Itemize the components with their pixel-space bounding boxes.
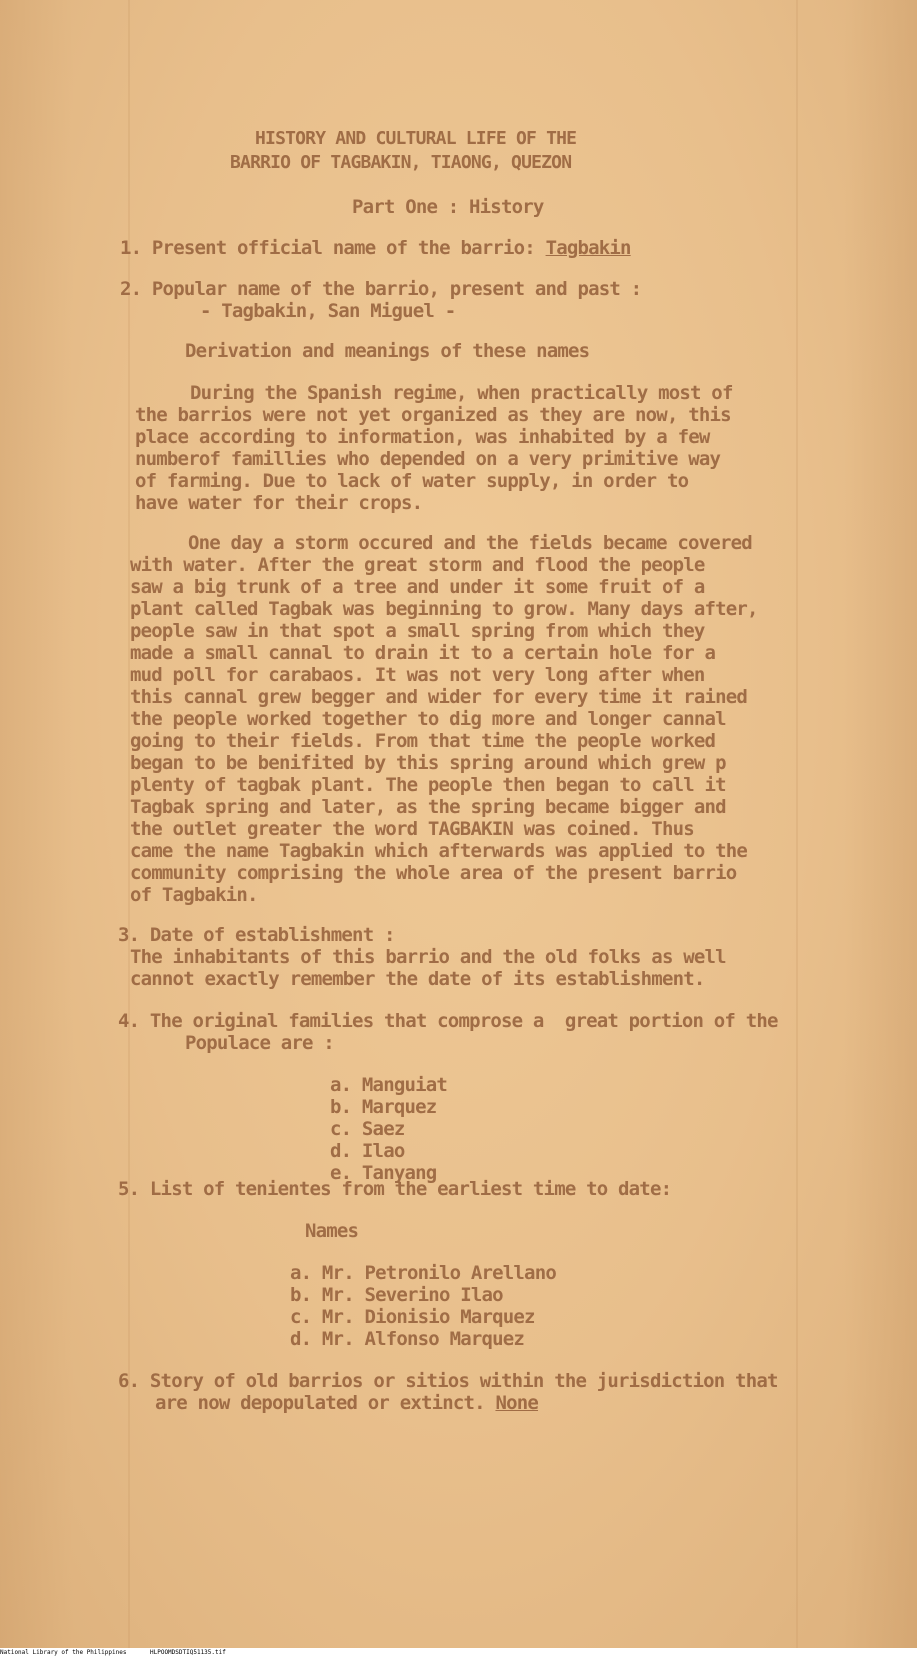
family-item: d. Ilao	[330, 1140, 405, 1162]
teniente-item: a. Mr. Petronilo Arellano	[290, 1262, 556, 1284]
item3-body-line: The inhabitants of this barrio and the old folks as well	[130, 946, 726, 968]
para2-line: made a small cannal to drain it to a certain hole for a	[130, 642, 716, 664]
item3-heading: 3. Date of establishment :	[118, 924, 395, 946]
para2-line: plant called Tagbak was beginning to grow. Many days after,	[130, 598, 758, 620]
item6-value: None	[495, 1392, 539, 1414]
family-item: a. Manguiat	[330, 1074, 448, 1096]
doc-title-line1: HISTORY AND CULTURAL LIFE OF THE	[255, 128, 577, 149]
item2-text: 2. Popular name of the barrio, present and past :	[120, 278, 642, 300]
item6-line1: 6. Story of old barrios or sitios within the jurisdiction that	[118, 1370, 778, 1392]
family-item: c. Saez	[330, 1118, 405, 1140]
item6-line2: are now depopulated or extinct. None	[155, 1392, 539, 1414]
footer-library: National Library of the Philippines	[0, 1649, 127, 1656]
teniente-item: d. Mr. Alfonso Marquez	[290, 1328, 525, 1350]
para1-line: have water for their crops.	[135, 492, 423, 514]
item3-body-line: cannot exactly remember the date of its establishment.	[130, 968, 705, 990]
para2-line: Tagbak spring and later, as the spring became bigger and	[130, 796, 726, 818]
para2-line: mud poll for carabaos. It was not very long after when	[130, 664, 705, 686]
names-heading: Names	[305, 1220, 359, 1242]
item4-heading: 4. The original families that comprose a great portion of the	[118, 1010, 778, 1032]
para1-line: numberof famillies who depended on a very primitive way	[135, 448, 721, 470]
para2-line: plenty of tagbak plant. The people then began to call it	[130, 774, 726, 796]
item5-heading: 5. List of tenientes from the earliest time to date:	[118, 1178, 672, 1200]
para2-line: the outlet greater the word TAGBAKIN was coined. Thus	[130, 818, 694, 840]
paper-crease-right	[796, 0, 798, 1648]
footer-bar	[0, 1648, 917, 1658]
para2-line: One day a storm occured and the fields became covered	[188, 532, 752, 554]
para1-line: the barrios were not yet organized as they are now, this	[135, 404, 731, 426]
item1-text: 1. Present official name of the barrio: Tagbakin	[120, 237, 631, 259]
para1-line: of farming. Due to lack of water supply, in order to	[135, 470, 689, 492]
para2-line: came the name Tagbakin which afterwards was applied to the	[130, 840, 748, 862]
para2-line: this cannal grew begger and wider for every time it rained	[130, 686, 748, 708]
derivation-heading: Derivation and meanings of these names	[185, 340, 590, 362]
teniente-item: b. Mr. Severino Ilao	[290, 1284, 503, 1306]
para1-line: During the Spanish regime, when practically most of	[190, 382, 733, 404]
para2-line: community comprising the whole area of the present barrio	[130, 862, 737, 884]
footer-file: HLPOOMDSDTIQ51135.tif	[150, 1649, 226, 1656]
item2-value: - Tagbakin, San Miguel -	[200, 300, 456, 322]
item4-heading2: Populace are :	[185, 1032, 334, 1054]
part-heading: Part One : History	[352, 196, 544, 218]
family-item: b. Marquez	[330, 1096, 437, 1118]
para2-line: saw a big trunk of a tree and under it some fruit of a	[130, 576, 705, 598]
para2-line: of Tagbakin.	[130, 884, 258, 906]
para2-line: going to their fields. From that time the people worked	[130, 730, 716, 752]
doc-title-line2: BARRIO OF TAGBAKIN, TIAONG, QUEZON	[230, 152, 572, 173]
teniente-item: c. Mr. Dionisio Marquez	[290, 1306, 535, 1328]
para2-line: the people worked together to dig more and longer cannal	[130, 708, 726, 730]
para2-line: with water. After the great storm and flood the people	[130, 554, 705, 576]
family-item: e. Tanyang	[330, 1162, 437, 1184]
para2-line: people saw in that spot a small spring from which they	[130, 620, 705, 642]
para2-line: began to be benifited by this spring around which grew p	[130, 752, 726, 774]
para1-line: place according to information, was inhabited by a few	[135, 426, 710, 448]
item1-value: Tagbakin	[545, 237, 631, 259]
